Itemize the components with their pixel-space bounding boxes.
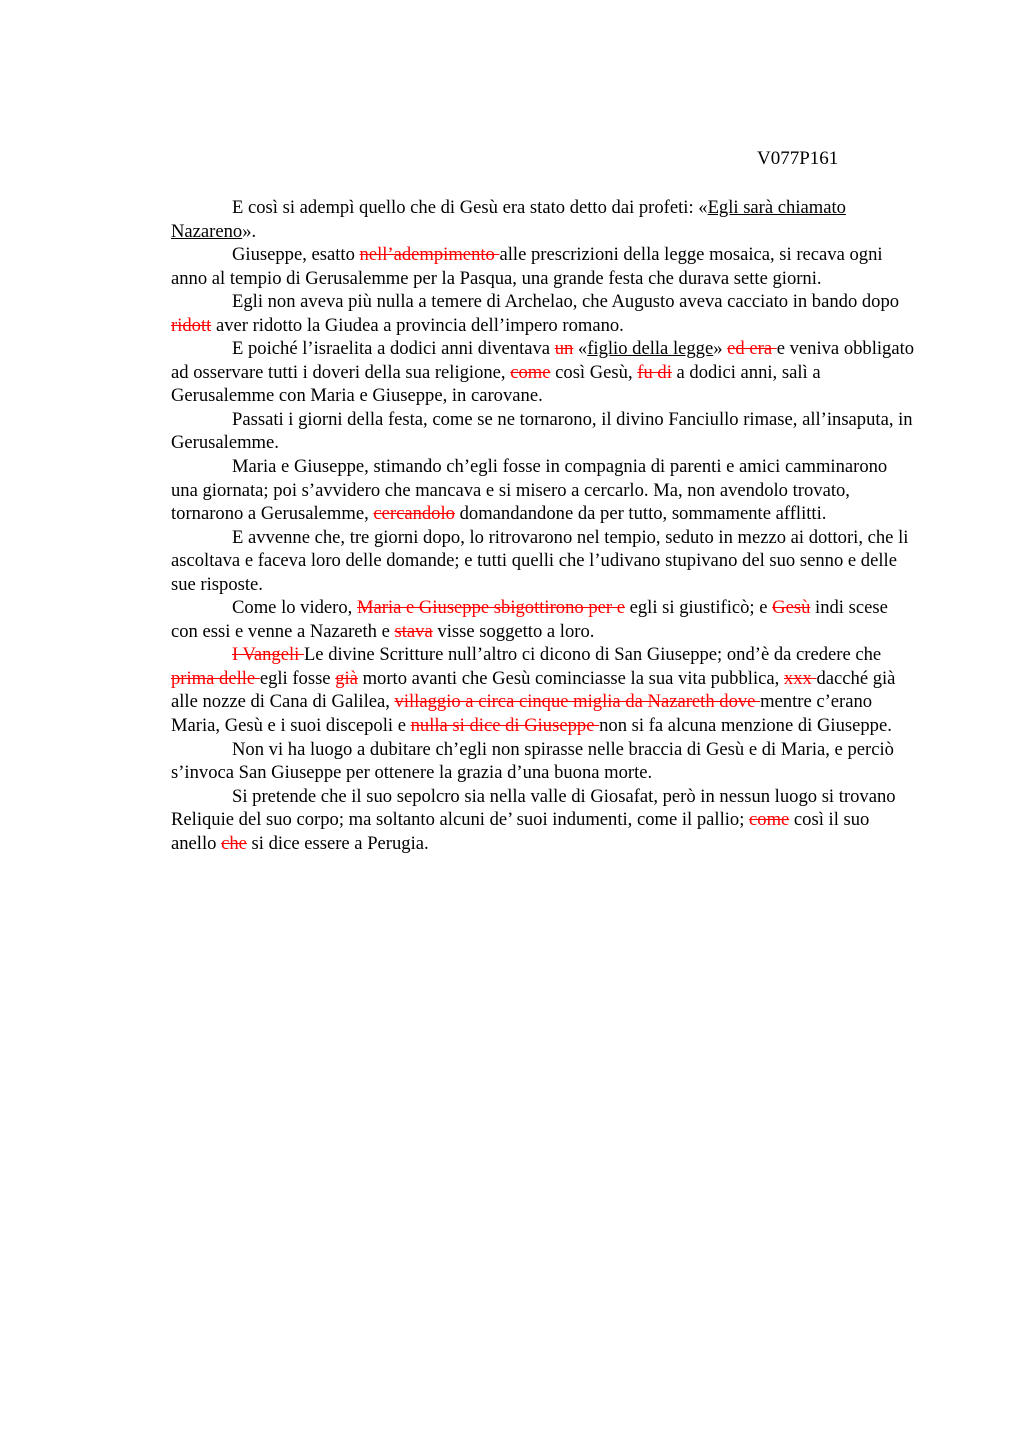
deleted-text: un	[554, 338, 574, 360]
text-run: Giuseppe, esatto	[232, 244, 360, 266]
deleted-text: nell’adempimento	[359, 244, 500, 266]
deleted-text: che	[221, 832, 247, 854]
deleted-text: stava	[394, 620, 433, 642]
deleted-text: Maria e Giuseppe sbigottirono per e	[356, 597, 625, 619]
text-run: Si pretende che il suo sepolcro sia nella valle di Giosafat, però in nessun luogo si trovano Reliquie del suo corpo; ma soltanto alcuni de’ suoi indumenti, come il pallio;	[171, 785, 896, 831]
text-run: non si fa alcuna menzione di Giuseppe.	[599, 715, 892, 737]
text-run: ».	[242, 220, 257, 242]
paragraph	[171, 643, 916, 737]
paragraph	[171, 596, 916, 643]
text-run: indi scese con essi e venne a Nazareth e	[171, 597, 888, 642]
text-run: egli si giustificò; e	[624, 597, 773, 619]
deleted-text: ridott	[171, 314, 212, 336]
deleted-text: prima delle	[171, 667, 260, 689]
text-run: Come lo videro,	[232, 597, 357, 619]
text-run: Le divine Scritture null’altro ci dicono di San Giuseppe; ond’è da credere che	[303, 644, 882, 666]
text-run: »	[713, 338, 728, 360]
text-run: egli fosse	[259, 667, 336, 689]
deleted-text: cercandolo	[373, 503, 455, 525]
text-run: aver ridotto la Giudea a provincia dell’impero romano.	[211, 314, 624, 336]
paragraph	[171, 526, 916, 597]
deleted-text: I Vangeli	[232, 644, 304, 666]
text-run: si dice essere a Perugia.	[246, 832, 429, 854]
text-run: E poiché l’israelita a dodici anni diventava	[232, 338, 555, 360]
text-run: alle prescrizioni della legge mosaica, si recava ogni anno al tempio di Gerusalemme per la Pasqua, una grande festa che durava sette giorni.	[171, 244, 883, 289]
paragraph	[171, 243, 916, 290]
text-run: così il suo anello	[171, 809, 870, 854]
paragraph	[171, 455, 916, 526]
deleted-text: Gesù	[772, 597, 811, 619]
deleted-text: come	[749, 809, 790, 831]
paragraph	[171, 290, 916, 337]
paragraph	[171, 408, 916, 455]
text-run: morto avanti che Gesù cominciasse la sua vita pubblica,	[357, 667, 784, 689]
text-run: visse soggetto a loro.	[432, 620, 595, 642]
text-run: e veniva obbligato ad osservare tutti i doveri della sua religione,	[171, 338, 915, 383]
text-run: E avvenne che, tre giorni dopo, lo ritrovarono nel tempio, seduto in mezzo ai dottori, che li ascoltava e faceva loro delle domande; e tutti quelli che l’udivano stupivano del suo senno e delle sue risposte.	[171, 526, 909, 595]
underlined-text: figlio della legge	[587, 338, 714, 360]
paragraph	[171, 785, 916, 856]
text-run: Non vi ha luogo a dubitare ch’egli non spirasse nelle braccia di Gesù e di Maria, e perciò s’invoca San Giuseppe per ottenere la grazia d’una buona morte.	[171, 738, 894, 784]
text-run: «	[573, 338, 588, 360]
page-identifier: V077P161	[757, 148, 839, 169]
deleted-text: xxx	[783, 667, 817, 689]
paragraph	[171, 738, 916, 785]
deleted-text: nulla si dice di Giuseppe	[410, 715, 600, 737]
deleted-text: come	[510, 361, 551, 383]
text-run: mentre c’erano Maria, Gesù e i suoi discepoli e	[171, 691, 873, 737]
deleted-text: già	[335, 667, 358, 689]
text-run: E così si adempì quello che di Gesù era stato detto dai profeti: «	[232, 197, 708, 218]
deleted-text: ed era	[727, 338, 777, 360]
text-run: Maria e Giuseppe, stimando ch’egli fosse in compagnia di parenti e amici camminarono una giornata; poi s’avvidero che mancava e si misero a cercarlo. Ma, non avendolo trovato, tornarono a Gerusalemme,	[171, 456, 888, 525]
text-run: domandandone da per tutto, sommamente afflitti.	[454, 503, 827, 525]
paragraph	[171, 337, 916, 408]
underlined-text: Egli sarà chiamato Nazareno	[171, 197, 846, 242]
deleted-text: fu di	[637, 361, 672, 383]
document-body	[171, 196, 916, 855]
text-run: dacché già alle nozze di Cana di Galilea,	[171, 667, 896, 713]
paragraph	[171, 196, 916, 243]
text-run: a dodici anni, salì a Gerusalemme con Maria e Giuseppe, in carovane.	[171, 361, 821, 407]
text-run: Passati i giorni della festa, come se ne tornarono, il divino Fanciullo rimase, all’insaputa, in Gerusalemme.	[171, 408, 913, 454]
text-run: così Gesù,	[550, 361, 638, 383]
text-run: Egli non aveva più nulla a temere di Archelao, che Augusto aveva cacciato in bando dopo	[232, 291, 900, 313]
deleted-text: villaggio a circa cinque miglia da Nazareth dove	[394, 691, 761, 713]
